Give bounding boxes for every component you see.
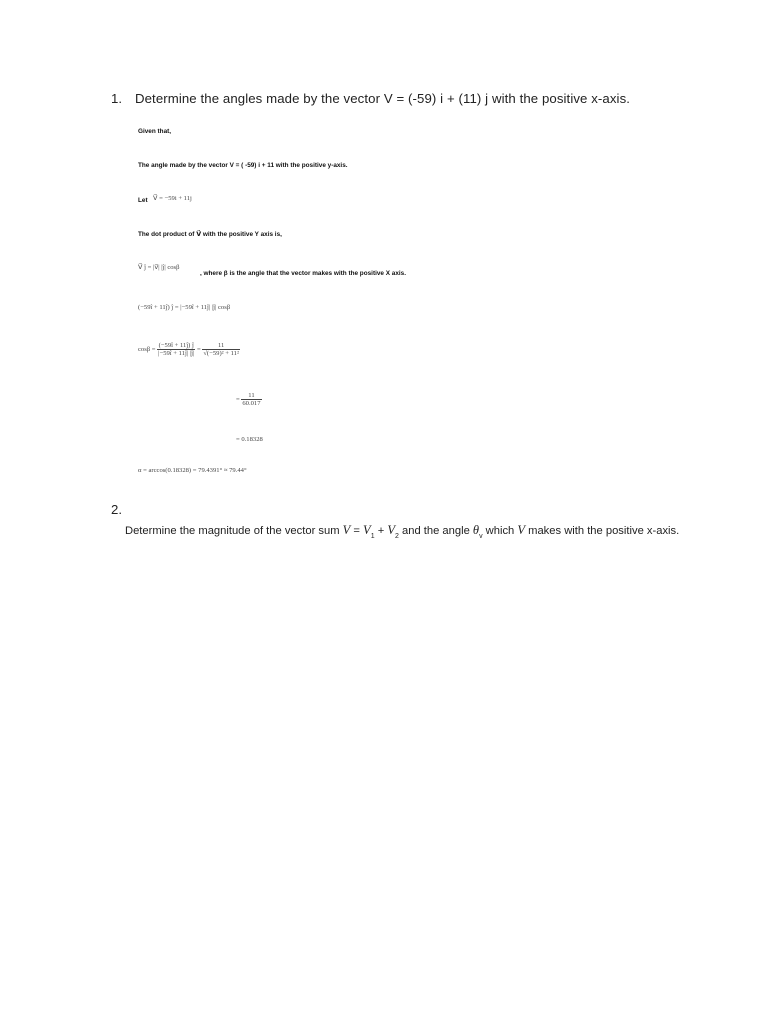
q2-plus: + xyxy=(374,525,388,537)
q2-which: which xyxy=(482,525,518,537)
question-2-number: 2. xyxy=(111,502,122,517)
let-expression: V⃗ = −59i + 11j xyxy=(153,195,192,202)
q2-equals: = xyxy=(350,525,364,537)
ratio-fraction xyxy=(202,342,240,357)
q2-theta: θ xyxy=(472,523,480,537)
q2-middle: and the angle xyxy=(398,525,473,537)
final-answer: α = arccos(0.18328) = 79.4391° ≈ 79.44° xyxy=(138,467,247,474)
step-2-denominator: 60.017 xyxy=(242,400,261,407)
expanded-dot-product: (−59î + 11ĵ) ĵ = |−59î + 11ĵ| |ĵ| cosβ xyxy=(138,304,231,311)
let-label: Let xyxy=(138,197,148,204)
cos-fraction xyxy=(157,342,195,357)
given-text: Given that, xyxy=(138,128,172,135)
q2-prefix: Determine the magnitude of the vector sum xyxy=(125,525,340,537)
dot-product-formula: V⃗ ĵ = |v⃗| |ĵ| cosβ xyxy=(138,264,180,271)
question-1-number: 1. xyxy=(111,91,123,106)
q2-sub1: 1 xyxy=(370,533,375,540)
q2-v: V xyxy=(342,523,351,537)
cos-numerator: (−59î + 11ĵ) ĵ xyxy=(158,342,194,349)
cos-lhs: cosβ = xyxy=(138,346,156,354)
dot-product-intro: The dot product of V⃗ with the positive Y axis is, xyxy=(138,231,282,238)
equals-sign: = xyxy=(196,346,201,354)
cos-denominator: |−59î + 11ĵ| |ĵ| xyxy=(158,350,195,357)
ratio-numerator: 11 xyxy=(217,342,225,349)
q2-v1: V xyxy=(363,523,371,537)
step-3: = 0.18328 xyxy=(236,436,263,443)
cos-equation xyxy=(138,342,240,357)
question-1 xyxy=(111,91,630,106)
question-1-text: Determine the angles made by the vector V = (-59) i + (11) j with the positive x-axis. xyxy=(135,91,631,106)
solution-image-block xyxy=(128,122,428,488)
q2-subv: v xyxy=(479,533,483,540)
step-2-numerator: 11 xyxy=(248,392,255,399)
angle-statement: The angle made by the vector V = ( -59) i + 11 with the positive y-axis. xyxy=(138,162,348,169)
step-2-equals: = xyxy=(236,396,240,404)
q2-v3: V xyxy=(517,523,526,537)
step-2 xyxy=(236,392,262,407)
ratio-denominator: √(−59)² + 11² xyxy=(203,350,239,357)
q2-suffix: makes with the positive x-axis. xyxy=(525,525,680,537)
beta-note: , where β is the angle that the vector makes with the positive X axis. xyxy=(200,270,406,277)
q2-sub2: 2 xyxy=(394,533,399,540)
q2-v2: V xyxy=(387,523,395,537)
question-2-text xyxy=(125,523,679,540)
step-2-fraction xyxy=(241,392,261,407)
